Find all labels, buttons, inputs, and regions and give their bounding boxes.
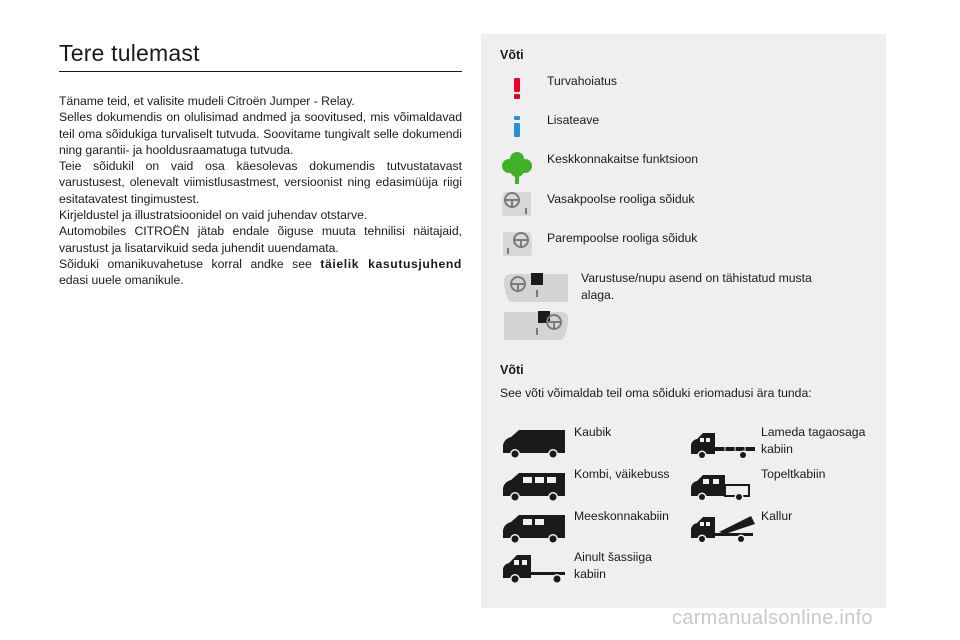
key-item-label: Turvahoiatus <box>547 74 618 88</box>
chassis-cab-icon <box>501 552 571 586</box>
button-position-icon <box>502 270 570 304</box>
safety-warning-icon <box>509 78 525 100</box>
intro-text-part: Sõiduki omanikuvahetuse korral andke see <box>59 256 312 271</box>
rhd-icon <box>499 230 535 258</box>
vehicle-label: Ainult šassiiga kabiin <box>574 550 652 581</box>
tree-icon <box>502 151 532 185</box>
key-heading: Võti <box>500 48 524 62</box>
watermark: carmanualsonline.info <box>672 607 873 629</box>
vehicle-label: Lameda tagaosaga kabiin <box>761 425 866 456</box>
intro-paragraph: Kirjeldustel ja illustratsioonidel on vaid juhendav otstarve. <box>59 208 368 223</box>
key-item-label: Varustuse/nupu asend on tähistatud musta alaga. <box>581 271 812 302</box>
intro-bold-text: täielik kasutusjuhend <box>320 256 462 271</box>
intro-paragraph: Teie sõidukil on vaid osa käesolevas dokumendis tutvustatavast varustusest, olenevalt viimistlusastmest, versioonist ning edasimüüja riigi esitatavatest tingimustest. <box>59 159 462 206</box>
key-item-label: Lisateave <box>547 113 600 127</box>
intro-text <box>59 93 462 289</box>
intro-text-part: edasi uuele omanikule. <box>59 273 184 288</box>
crew-cab-icon <box>501 512 567 546</box>
intro-paragraph <box>59 256 462 289</box>
key-item-label: Vasakpoolse rooliga sõiduk <box>547 192 695 206</box>
van-icon <box>501 427 567 461</box>
intro-paragraph: Automobiles CITROËN jätab endale õiguse muuta tehnilisi näitajaid, varustust ja lisatarvikuid seda juhendit uuendamata. <box>59 224 462 255</box>
flatbed-icon <box>689 430 757 462</box>
key-item-label: Parempoolse rooliga sõiduk <box>547 231 698 245</box>
vehicle-label: Topeltkabiin <box>761 467 826 481</box>
title-rule <box>59 71 462 72</box>
double-cab-icon <box>689 472 757 504</box>
info-icon <box>509 116 525 138</box>
page-title: Tere tulemast <box>59 40 200 66</box>
vehicle-label: Kaubik <box>574 425 612 439</box>
tipper-icon <box>689 512 757 546</box>
vehicle-label: Meeskonnakabiin <box>574 509 669 523</box>
vehicle-label: Kallur <box>761 509 793 523</box>
lhd-icon <box>499 190 535 218</box>
key-description: See võti võimaldab teil oma sõiduki eriomadusi ära tunda: <box>500 386 812 400</box>
intro-paragraph: Selles dokumendis on olulisimad andmed ja soovitused, mis võimaldavad teil oma sõidukiga turvaliselt tutvuda. Soovitame tungivalt selle dokumendi ning garantii- ja hooldusraamatuga tutvuda. <box>59 110 462 157</box>
vehicle-label: Kombi, väikebuss <box>574 467 670 481</box>
minibus-icon <box>501 470 567 504</box>
button-position-icon <box>502 308 570 342</box>
key-panel <box>481 34 886 608</box>
key-item-label: Keskkonnakaitse funktsioon <box>547 152 699 166</box>
key-heading: Võti <box>500 363 524 377</box>
intro-paragraph: Täname teid, et valisite mudeli Citroën Jumper - Relay. <box>59 94 355 108</box>
